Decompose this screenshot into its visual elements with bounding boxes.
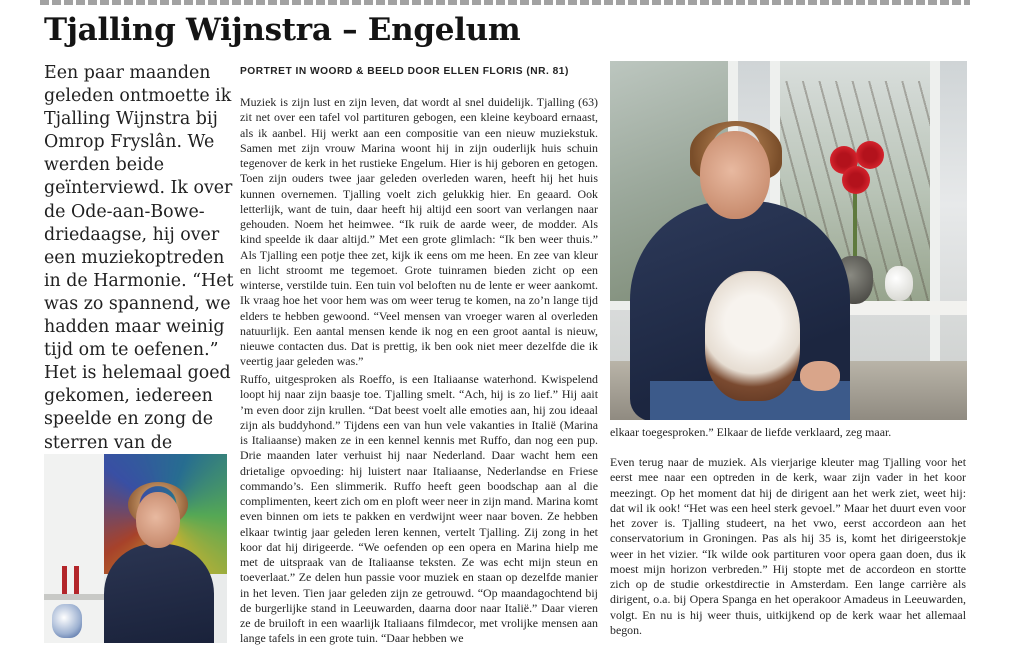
bulb-vase [885,266,913,301]
candle [62,566,67,594]
intro-text: Een paar maanden geleden ontmoette ik Tjalling Wijnstra bij Omrop Fryslân. We werden beide geïnterviewd. Ik over de Ode-aan-Bowe-driedaagse, hij over een muziekoptreden in de Harmonie. “Het was zo spannend, we hadden maar weinig tijd om te oefenen.” Het is helemaal goed gekomen, iedereen speelde en zong de sterren van de [44,63,234,453]
headline: Tjalling Wijnstra – Engelum [44,12,521,48]
paragraph: elkaar toegesproken.” Elkaar de liefde verklaard, zeg maar. [610,425,892,439]
top-rule [40,0,970,5]
man-head [700,131,770,219]
article-column-paragraph-3 [610,425,966,440]
photo-man-with-dog [610,61,967,420]
man-head [136,492,180,548]
amaryllis-flower [856,141,884,169]
candle [74,566,79,594]
photo-man-portrait [44,454,227,643]
paragraph: Ruffo, uitgesproken als Roeffo, is een Italiaanse waterhond. Kwispelend loopt hij naar zijn baasje toe. Tjalling smelt. “Ach, hij is zo lief.” Hij aait ’m even door zijn krullen. “Dat beest voelt alle emoties aan, hij zou ideaal zijn als buddyhond.” Tijdens een van hun vele vakanties in Italië (Marina is Italiaanse) maken ze in een kennel kennis met Ruffo, dan nog een pup. Drie maanden later verhuist hij naar Nederland. Daar wacht hem een drietalige opvoeding: hij luistert naar Italiaanse, Nederlandse en Friese commando’s. Een slimmerik. Ruffo heeft geen boodschap aan al die complimenten, keert zich om en ploft weer neer in zijn mand. Marina komt even binnen om iets te pakken en verdwijnt weer naar boven. Ze hebben elkaar twintig jaar geleden leren kennen, vertelt Tjalling. Zij zong in het koor dat hij dirigeerde. “We oefenden op een opera en Marina hielp me met de uitspraak van de Italiaanse teksten. Ze was echt mijn steun en toeverlaat.” Ze delen hun passie voor muziek en staan op dezelfde manier in het leven. Tien jaar geleden zijn ze getrouwd. “Op maandagochtend bij de burgerlijke stand in Leeuwarden, daarna door naar Italië.” Daar vieren ze de bruiloft in een waarlijk Italiaans filmdecor, met vrolijke mensen aan lange tafels in een grote tuin. “Daar hebben we [240,372,598,646]
paragraph: Even terug naar de muziek. Als vierjarige kleuter mag Tjalling voor het eerst mee naar een optreden in de kerk, waar zijn vader in het koor meezingt. Op het moment dat hij de dirigent aan het werk ziet, weet hij: dat wil ik ook! “Het was een heel sterk gevoel.” Maar het duurt even voor het zover is. Tjalling studeert, na het vwo, eerst accordeon aan het conservatorium in Groningen. Pas als hij 35 is, komt het dirigeerstokje weer in het vizier. “Ik wilde ook partituren voor opera gaan doen, dus ik moest mijn horizon verbreden.” Hij stopte met de accordeon en stortte zich op de studie orkestdirectie in Amsterdam. Een lange carrière als dirigent, o.a. bij Opera Spanga en het operakoor Amadeus in Leeuwarden, volgt. En nu is hij weer thuis, uitkijkend op de kerk waar het allemaal begon. [610,455,966,637]
article-column-paragraph-2 [240,372,598,647]
article-column-paragraph-1 [240,95,598,370]
amaryllis-flower [842,166,870,194]
man-figure [104,544,214,643]
jar [52,604,82,638]
dog-figure [705,271,800,401]
article-column-paragraph-4 [610,455,966,638]
paragraph: Muziek is zijn lust en zijn leven, dat wordt al snel duidelijk. Tjalling (63) zit net over een tafel vol partituren gebogen, een kleine keyboard ernaast, als ik aanbel. Hij werkt aan een compositie van een nieuw muziekstuk. Samen met zijn vrouw Marina woont hij in zijn ouderlijk huis schuin tegenover de kerk in het rustieke Engelum. Hier is hij geboren en getogen. Toen zijn ouders twee jaar geleden overleden waren, heeft hij het huis kunnen overnemen. Tjalling voelt zich gelukkig hier. En geaard. Ook letterlijk, want de tuin, daar heeft hij altijd een soort van verlangen naar gehouden. Noem het heimwee. “Ik ruik de aarde weer, de modder. Als kind speelde ik daar altijd.” Met een grote glimlach: “Ik ben weer thuis.” Als Tjalling een potje thee zet, kijk ik eens om me heen. En zee van kleur en licht stroomt me tegemoet. Grote tuinramen bieden zicht op een winterse, verstilde tuin. Een tuin vol beloften nu de lente er weer aankomt. Ik vraag hoe het voor hem was om weer terug te komen, na zo’n lange tijd elders te hebben gewoond. “Veel mensen van vroeger waren al overleden natuurlijk. Een aantal mensen kende ik nog en een groot aantal is nieuw, nieuwe contacten dus. Dat is prettig, ik ben ook niet meer dezelfde die ik veertig jaar geleden was.” [240,95,598,369]
hand [800,361,840,391]
kicker: PORTRET IN WOORD & BEELD DOOR ELLEN FLORIS (NR. 81) [240,66,569,77]
